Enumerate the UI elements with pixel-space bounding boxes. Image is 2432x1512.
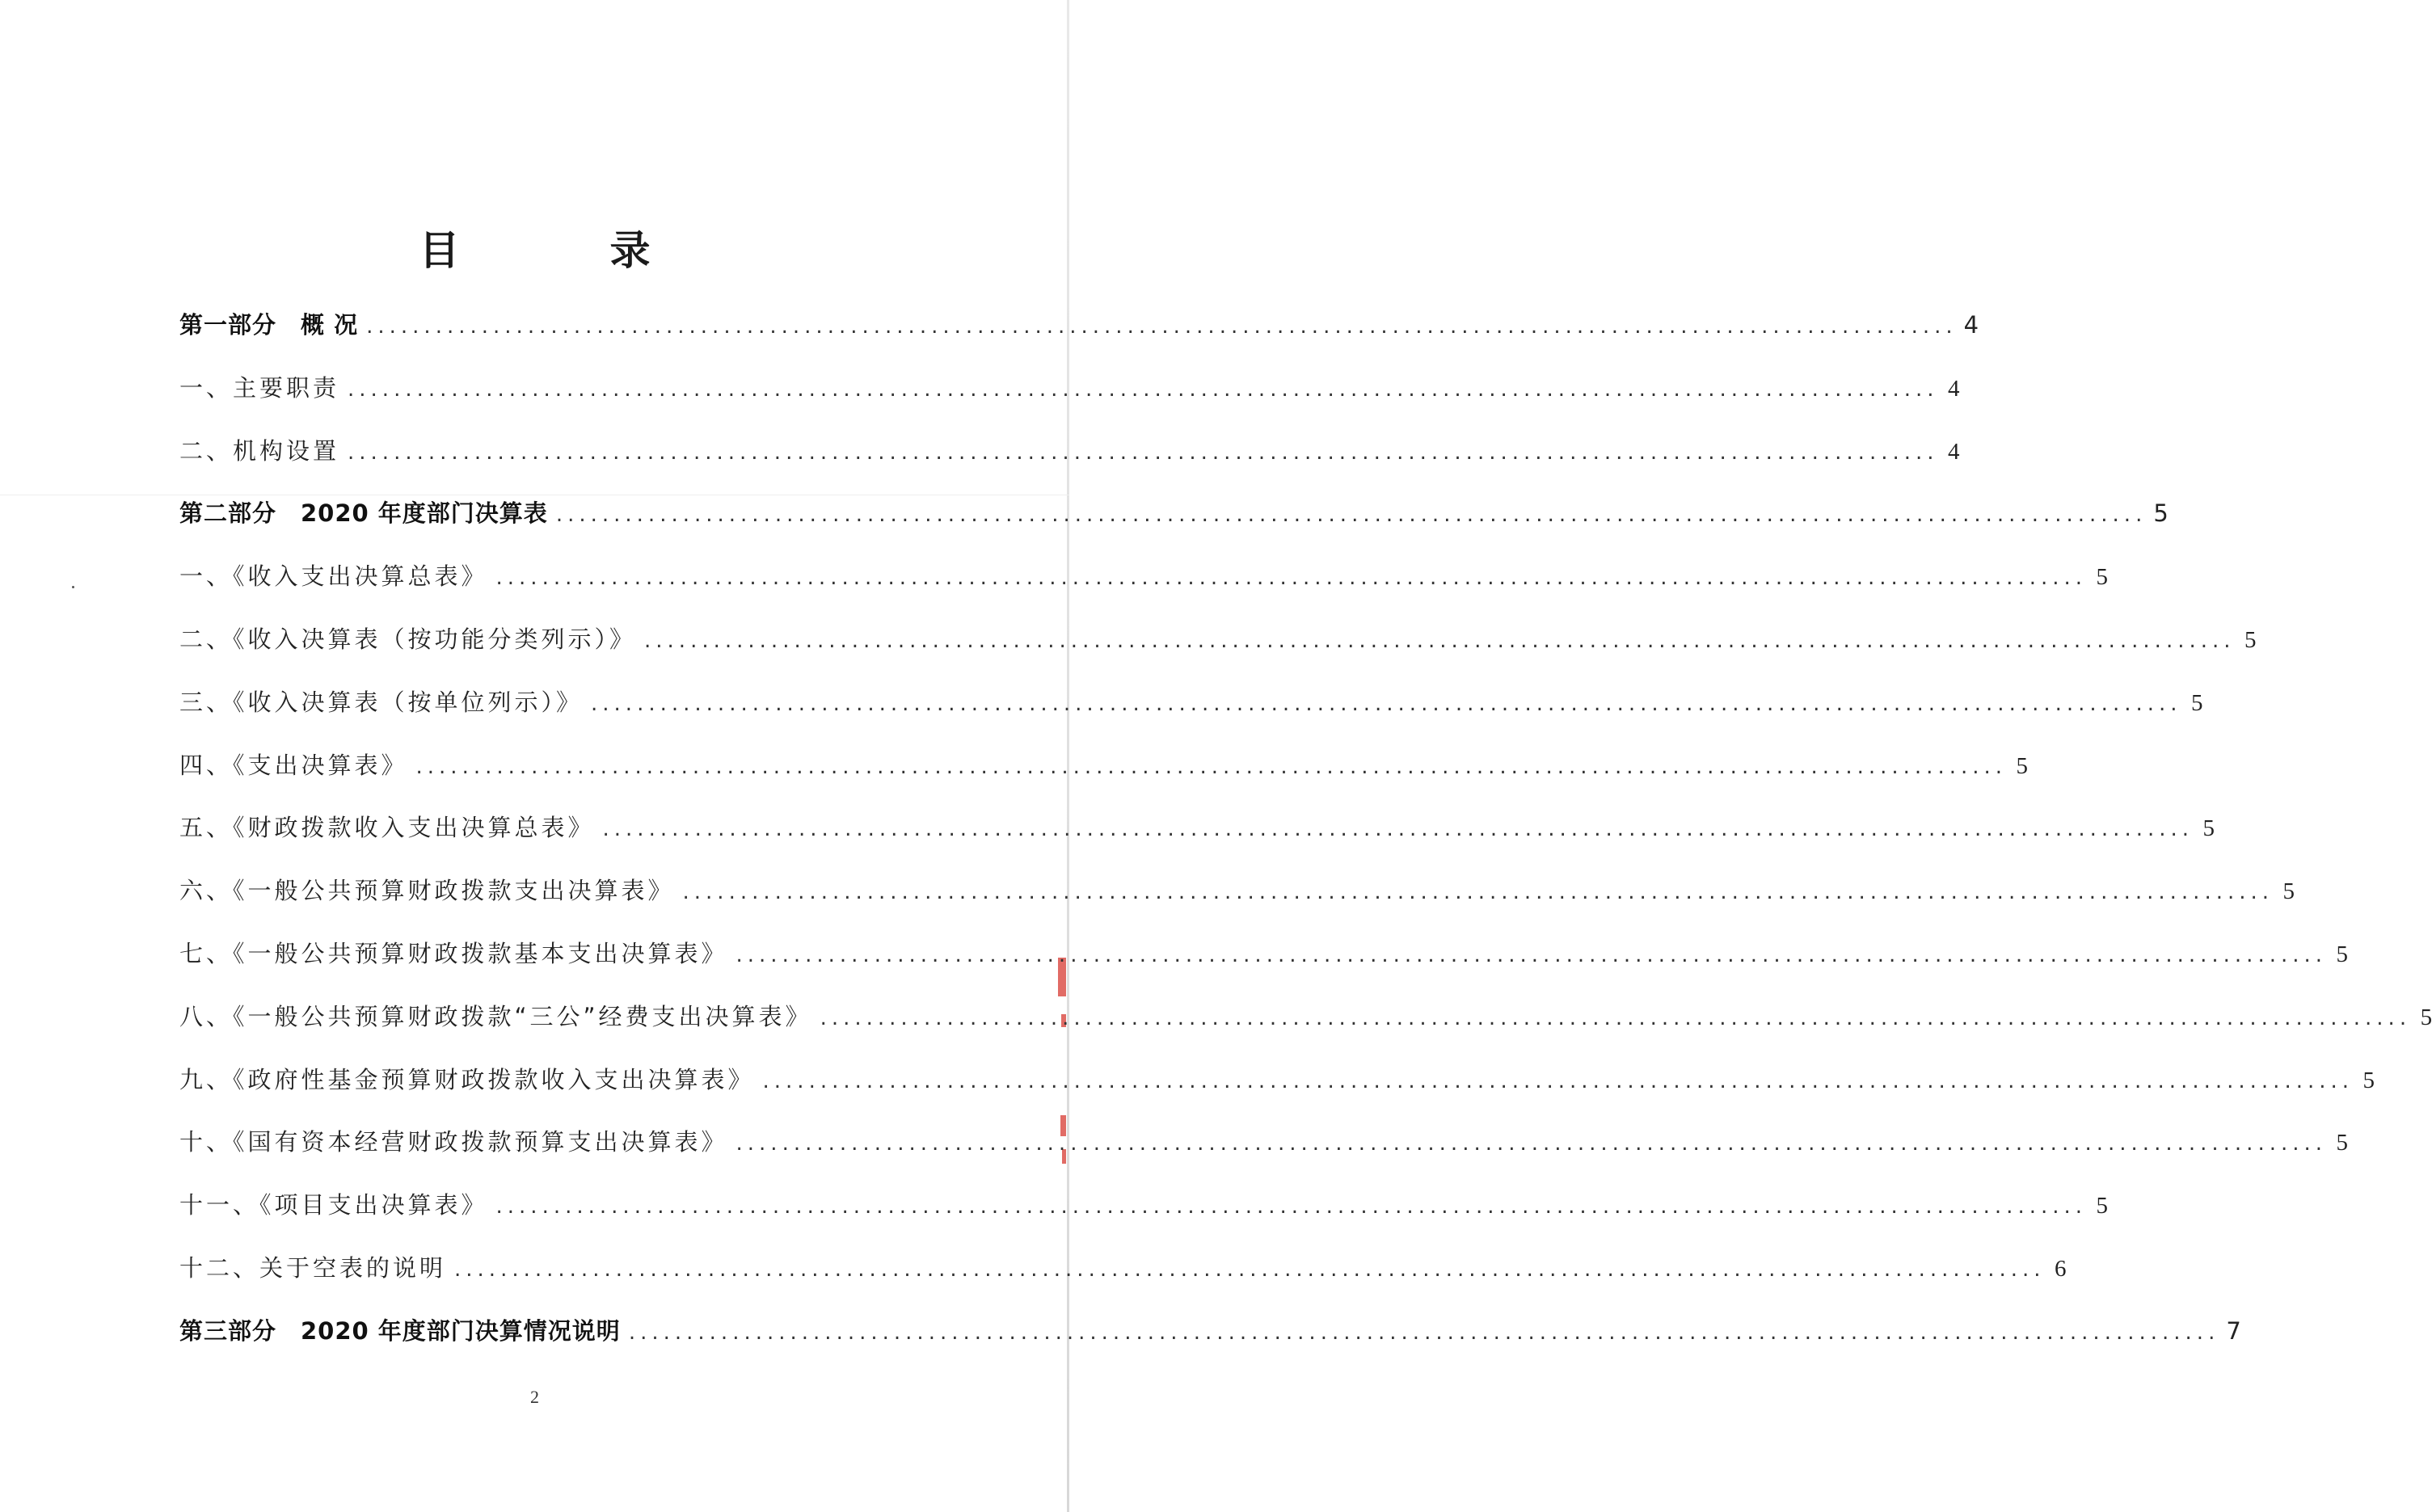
toc-entry-label: 七、《一般公共预算财政拨款基本支出决算表》 — [179, 939, 728, 967]
toc-dot-leader: .......................................................................................................................................... — [602, 817, 2194, 842]
toc-entry[interactable] — [179, 873, 2295, 936]
toc-entry-label: 十一、《项目支出决算表》 — [179, 1191, 488, 1219]
toc-entry[interactable] — [179, 621, 2257, 684]
toc-entry[interactable] — [179, 307, 1979, 370]
toc-entry-page: 5 — [2336, 941, 2349, 967]
toc-entry-label: 八、《一般公共预算财政拨款“三公”经费支出决算表》 — [179, 1002, 812, 1030]
toc-entry[interactable] — [179, 370, 1960, 433]
toc-entry-label: 四、《支出决算表》 — [179, 751, 408, 779]
toc-entry-page: 5 — [2336, 1130, 2349, 1156]
toc-entry-label: 五、《财政拨款收入支出决算总表》 — [179, 814, 595, 842]
toc-entry-page: 5 — [2282, 878, 2295, 905]
scan-dot — [72, 586, 74, 588]
toc-dot-leader: .......................................................................................................................................... — [762, 1068, 2354, 1093]
toc-entry[interactable] — [179, 1187, 2109, 1250]
toc-entry-page: 4 — [1948, 438, 1960, 465]
toc-entry-page: 4 — [1963, 311, 1979, 339]
toc-entry[interactable] — [179, 748, 2029, 811]
toc-entry[interactable] — [179, 1062, 2375, 1125]
toc-dot-leader: .......................................................................................................................................... — [348, 377, 1939, 402]
toc-entry-label: 一、主要职责 — [179, 373, 340, 402]
toc-entry-page: 5 — [2096, 564, 2109, 591]
toc-dot-leader: .......................................................................................................................................... — [415, 754, 2008, 779]
toc-entry-label: 第一部分 概 况 — [179, 311, 359, 339]
toc-entry-label: 十二、关于空表的说明 — [179, 1253, 447, 1282]
toc-entry-page: 5 — [2096, 1193, 2109, 1219]
toc-entry-label: 二、《收入决算表（按功能分类列示）》 — [179, 625, 637, 653]
toc-dot-leader: .......................................................................................................................................... — [644, 628, 2236, 653]
page-title: 目 录 — [419, 226, 706, 274]
toc-entry-page: 5 — [2244, 626, 2257, 653]
toc-dot-leader: .......................................................................................................................................... — [628, 1320, 2220, 1345]
toc-entry-page: 5 — [2153, 499, 2169, 528]
toc-entry[interactable] — [179, 433, 1960, 496]
toc-dot-leader: .......................................................................................................................................... — [736, 1131, 2328, 1156]
toc-entry[interactable] — [179, 558, 2109, 621]
toc-entry[interactable] — [179, 684, 2203, 748]
toc-entry-page: 5 — [2016, 752, 2029, 779]
toc-entry-page: 5 — [2202, 815, 2215, 842]
toc-entry-page: 4 — [1948, 375, 1960, 402]
toc-entry[interactable] — [179, 495, 2169, 558]
toc-dot-leader: .......................................................................................................................................... — [348, 440, 1939, 465]
toc-dot-leader: .......................................................................................................................................... — [591, 691, 2182, 716]
toc-dot-leader: .......................................................................................................................................... — [366, 314, 1958, 339]
toc-dot-leader: .......................................................................................................................................... — [454, 1257, 2046, 1282]
toc-entry-label: 三、《收入决算表（按单位列示）》 — [179, 688, 584, 716]
toc-dot-leader: .......................................................................................................................................... — [682, 880, 2274, 905]
toc-dot-leader: .......................................................................................................................................... — [495, 1194, 2088, 1219]
toc-entry-page: 5 — [2362, 1067, 2375, 1093]
page-number: 2 — [530, 1387, 539, 1407]
table-of-contents — [179, 307, 2432, 1376]
toc-entry-label: 二、机构设置 — [179, 436, 340, 465]
toc-entry-page: 5 — [2420, 1004, 2432, 1030]
toc-entry[interactable] — [179, 1124, 2349, 1187]
toc-entry-label: 九、《政府性基金预算财政拨款收入支出决算表》 — [179, 1065, 755, 1093]
toc-entry[interactable] — [179, 1250, 2067, 1313]
toc-dot-leader: .......................................................................................................................................... — [736, 942, 2328, 967]
toc-entry-page: 6 — [2055, 1255, 2067, 1282]
toc-entry[interactable] — [179, 936, 2349, 999]
toc-dot-leader: .......................................................................................................................................... — [820, 1005, 2412, 1030]
toc-entry[interactable] — [179, 810, 2215, 873]
toc-entry-label: 六、《一般公共预算财政拨款支出决算表》 — [179, 877, 675, 905]
toc-dot-leader: .......................................................................................................................................... — [495, 566, 2088, 591]
toc-entry-page: 5 — [2191, 689, 2203, 716]
toc-entry[interactable] — [179, 999, 2432, 1062]
toc-entry-label: 第二部分 2020 年度部门决算表 — [179, 499, 548, 528]
toc-dot-leader: .......................................................................................................................................... — [555, 503, 2147, 528]
toc-entry[interactable] — [179, 1313, 2241, 1376]
toc-entry-page: 7 — [2226, 1316, 2241, 1345]
toc-entry-label: 一、《收入支出决算总表》 — [179, 562, 488, 591]
toc-entry-label: 第三部分 2020 年度部门决算情况说明 — [179, 1316, 621, 1345]
toc-entry-label: 十、《国有资本经营财政拨款预算支出决算表》 — [179, 1128, 728, 1156]
